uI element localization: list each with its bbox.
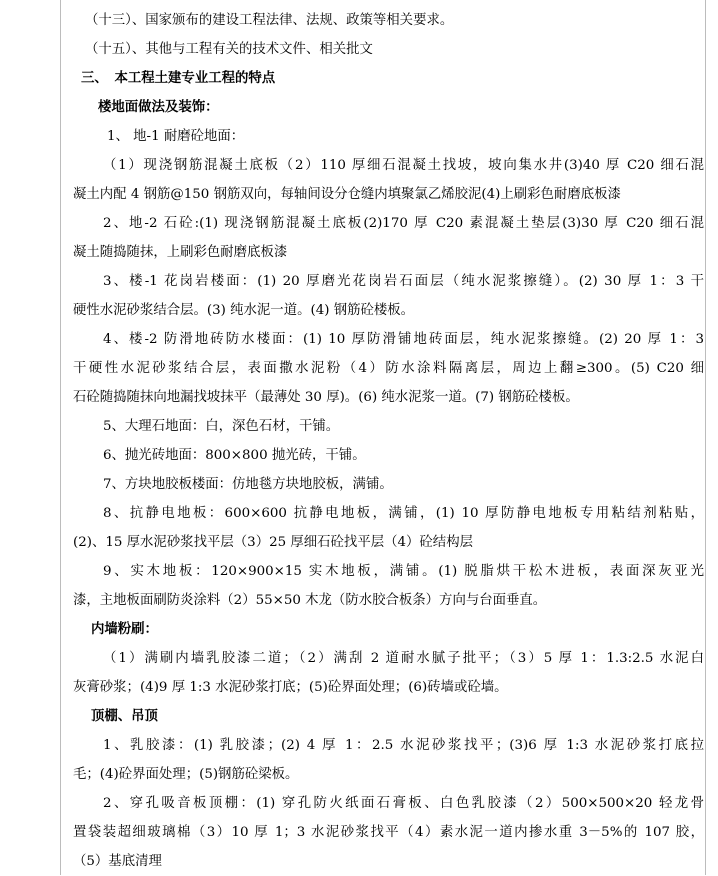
interior-wall-heading	[73, 615, 704, 644]
text-line: 2、地-2 石砼:(1) 现浇钢筋混凝土底板(2)170 厚 C20 素混凝土垫层(3)30 厚 C20 细石混	[103, 216, 704, 231]
floor-7-body	[73, 470, 704, 499]
text-line: 凝土内配 4 钢筋@150 钢筋双向，每轴间设分仓缝内填聚氯乙烯胶泥(4)上刷彩色耐磨底板漆	[73, 187, 621, 202]
text-line: 楼地面做法及装饰：	[98, 99, 219, 115]
floor-3-body	[73, 267, 704, 325]
text-line: 置袋装超细玻璃棉（3）10 厚 1；3 水泥砂浆找平（4）素水泥一道内掺水重 3－5%的 107 胶，	[73, 825, 704, 840]
left-margin-guide	[60, 0, 61, 875]
text-line: 4、楼-2 防滑地砖防水楼面：(1) 10 厚防滑铺地砖面层，纯水泥浆擦缝。(2) 20 厚 1：3	[103, 332, 704, 347]
text-line: (2)、15 厚水泥砂浆找平层（3）25 厚细石砼找平层（4）砼结构层	[73, 535, 473, 550]
ceiling-heading	[73, 702, 704, 731]
interior-wall-body	[73, 644, 704, 702]
text-line: （十五）、其他与工程有关的技术文件、相关批文	[85, 42, 373, 57]
text-line: 顶棚、吊顶	[91, 708, 158, 724]
floor-6-body	[73, 441, 704, 470]
text-line: 1、 地-1 耐磨砼地面：	[107, 129, 245, 144]
text-line: 2、穿孔吸音板顶棚：(1) 穿孔防火纸面石膏板、白色乳胶漆（2）500×500×20 轻龙骨	[103, 796, 704, 811]
section-three-heading	[73, 64, 704, 93]
text-line: 干硬性水泥砂浆结合层，表面撒水泥粉（4）防水涂料隔离层，周边上翻≥300。(5) C20 细	[73, 361, 704, 376]
floor-2-body	[73, 209, 704, 267]
item-thirteen	[73, 6, 704, 35]
text-line: 7、方块地胶板楼面：仿地毯方块地胶板，满铺。	[103, 477, 393, 492]
text-line: 9、实木地板：120×900×15 实木地板，满铺。(1) 脱脂烘干松木进板，表面深灰亚光	[103, 564, 704, 579]
text-line: 8、抗静电地板：600×600 抗静电地板，满铺，(1) 10 厚防静电地板专用粘结剂粘贴，	[103, 506, 704, 521]
text-line: 灰膏砂浆；(4)9 厚 1:3 水泥砂浆打底；(5)砼界面处理；(6)砖墙或砼墙。	[73, 680, 508, 695]
floor-8-body	[73, 499, 704, 557]
floor-5-body	[73, 412, 704, 441]
text-line: 毛；(4)砼界面处理；(5)钢筋砼梁板。	[73, 767, 299, 782]
floor-4-body	[73, 325, 704, 412]
text-line: 1、乳胶漆：(1) 乳胶漆；(2) 4 厚 1：2.5 水泥砂浆找平；(3)6 厚 1:3 水泥砂浆打底拉	[103, 738, 704, 753]
floor-finish-heading	[73, 93, 704, 122]
ceiling-1-body	[73, 731, 704, 789]
text-line: 漆，主地板面刷防炎涂料（2）55×50 木龙（防水胶合板条）方向与台面垂直。	[73, 593, 547, 608]
text-line: （1）满刷内墙乳胶漆二道；（2）满刮 2 道耐水腻子批平；（3）5 厚 1：1.3:2.5 水泥白	[103, 651, 704, 666]
text-line: 3、楼-1 花岗岩楼面：(1) 20 厚磨光花岗岩石面层（纯水泥浆擦缝）。(2) 30 厚 1：3 干	[103, 274, 704, 289]
floor-9-body	[73, 557, 704, 615]
text-line: 三、 本工程土建专业工程的特点	[81, 70, 276, 86]
text-line: 石砼随捣随抹向地漏找坡抹平（最薄处 30 厚)。(6) 纯水泥浆一道。(7) 钢筋砼楼板。	[73, 390, 579, 405]
text-line: 5、大理石地面：白，深色石材，干铺。	[103, 419, 340, 434]
text-line: （十三）、国家颁布的建设工程法律、法规、政策等相关要求。	[85, 13, 454, 28]
text-line: 硬性水泥砂浆结合层。(3) 纯水泥一道。(4) 钢筋砼楼板。	[73, 303, 415, 318]
text-line: 凝土随捣随抹，上刷彩色耐磨底板漆	[73, 245, 288, 260]
ceiling-2-body	[73, 789, 704, 876]
text-line: 6、抛光砖地面：800×800 抛光砖，干铺。	[103, 448, 366, 463]
text-line: （5）基底清理	[73, 854, 162, 869]
item-fifteen	[73, 35, 704, 64]
text-line: （1）现浇钢筋混凝土底板（2）110 厚细石混凝土找坡，坡向集水井(3)40 厚 C20 细石混	[103, 158, 704, 173]
text-line: 内墙粉刷：	[91, 621, 158, 637]
floor-1-body	[73, 151, 704, 209]
floor-1-title	[73, 122, 704, 151]
right-margin-guide	[705, 0, 706, 875]
